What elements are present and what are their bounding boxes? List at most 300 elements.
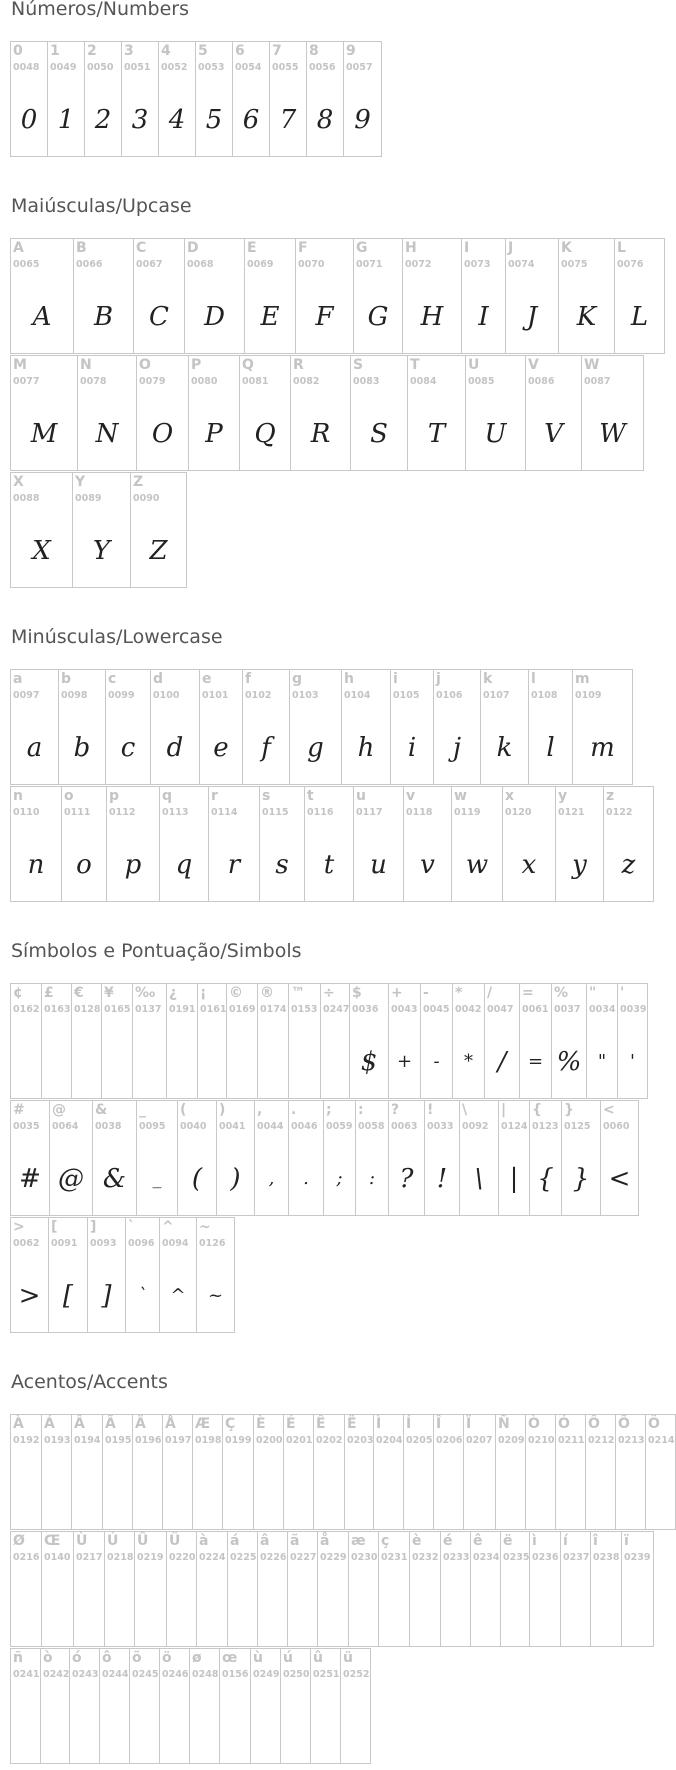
- glyph-code-label: 0194: [74, 1435, 101, 1446]
- glyph-cell: [353, 786, 404, 902]
- glyph-sample: e: [213, 733, 229, 763]
- glyph-code-label: 0082: [293, 376, 320, 387]
- glyph-sample: F: [315, 302, 334, 332]
- glyph-sample: N: [95, 419, 119, 449]
- section-title-lowercase: Minúsculas/Lowercase: [11, 626, 223, 648]
- row-accents-3: [10, 1648, 370, 1764]
- glyph-cell: [344, 1414, 374, 1530]
- glyph-char-label: õ: [132, 1650, 142, 1666]
- glyph-cell: [590, 1531, 622, 1647]
- glyph-char-label: +: [391, 985, 403, 1001]
- row-symbols-3: [10, 1217, 234, 1333]
- glyph-code-label: 0065: [13, 259, 40, 270]
- glyph-cell: [600, 1100, 639, 1216]
- glyph-sample: /: [497, 1047, 507, 1077]
- glyph-code-label: 0234: [473, 1552, 500, 1563]
- glyph-sample: B: [93, 302, 114, 332]
- glyph-cell: [320, 983, 350, 1099]
- glyph-char-label: N: [80, 357, 92, 373]
- row-upcase-3: [10, 472, 186, 588]
- glyph-code-label: 0252: [343, 1669, 370, 1680]
- glyph-char-label: .: [291, 1102, 297, 1118]
- glyph-cell: [461, 238, 506, 354]
- glyph-char-label: 8: [309, 43, 319, 59]
- glyph-code-label: 0161: [200, 1004, 227, 1015]
- glyph-char-label: 6: [235, 43, 245, 59]
- glyph-char-label: 0: [13, 43, 23, 59]
- glyph-code-label: 0207: [466, 1435, 493, 1446]
- glyph-cell: [150, 669, 200, 785]
- glyph-char-label: ~: [199, 1219, 211, 1235]
- glyph-code-label: 0096: [128, 1238, 155, 1249]
- glyph-sample: [: [62, 1281, 74, 1311]
- glyph-cell: [10, 983, 42, 1099]
- glyph-char-label: C: [136, 240, 147, 256]
- row-symbols-1: [10, 983, 647, 1099]
- glyph-sample: #: [19, 1164, 41, 1194]
- glyph-sample: ;: [336, 1168, 343, 1189]
- glyph-char-label: ç: [381, 1533, 390, 1549]
- glyph-sample: Q: [254, 419, 276, 449]
- glyph-char-label: ^: [162, 1219, 174, 1235]
- glyph-char-label: /: [487, 985, 493, 1001]
- glyph-code-label: 0122: [606, 807, 633, 818]
- glyph-cell: [306, 41, 344, 157]
- glyph-sample: 4: [168, 105, 186, 135]
- glyph-cell: [525, 1414, 556, 1530]
- glyph-cell: [555, 1414, 586, 1530]
- glyph-cell: [551, 983, 587, 1099]
- glyph-cell: [615, 1414, 646, 1530]
- glyph-cell: [242, 669, 290, 785]
- glyph-sample: ,: [268, 1168, 275, 1189]
- glyph-code-label: 0191: [169, 1004, 196, 1015]
- glyph-char-label: ÷: [323, 985, 335, 1001]
- glyph-code-label: 0077: [13, 376, 40, 387]
- glyph-char-label: 3: [124, 43, 134, 59]
- glyph-sample: m: [590, 733, 615, 763]
- glyph-cell: [555, 786, 604, 902]
- glyph-code-label: 0123: [532, 1121, 559, 1132]
- glyph-code-label: 0053: [198, 62, 225, 73]
- glyph-cell: [10, 1648, 41, 1764]
- glyph-code-label: 0116: [307, 807, 334, 818]
- glyph-cell: [132, 1414, 163, 1530]
- glyph-sample: U: [484, 419, 507, 449]
- glyph-char-label: o: [64, 788, 74, 804]
- glyph-code-label: 0106: [436, 690, 463, 701]
- glyph-sample: 0: [20, 105, 38, 135]
- glyph-char-label: ¡: [200, 985, 207, 1001]
- glyph-code-label: 0128: [74, 1004, 101, 1015]
- glyph-code-label: 0220: [169, 1552, 196, 1563]
- glyph-cell: [196, 1217, 235, 1333]
- glyph-sample: `: [138, 1285, 147, 1306]
- glyph-cell: [92, 1100, 137, 1216]
- glyph-char-label: ê: [473, 1533, 483, 1549]
- glyph-cell: [166, 1531, 197, 1647]
- glyph-char-label: Ï: [466, 1416, 472, 1432]
- glyph-code-label: 0233: [443, 1552, 470, 1563]
- glyph-char-label: _: [139, 1102, 146, 1118]
- glyph-char-label: v: [406, 788, 416, 804]
- glyph-cell: [257, 983, 289, 1099]
- glyph-cell: [409, 1531, 441, 1647]
- glyph-code-label: 0047: [487, 1004, 514, 1015]
- glyph-sample: M: [30, 419, 58, 449]
- glyph-code-label: 0092: [462, 1121, 489, 1132]
- glyph-cell: [350, 355, 408, 471]
- glyph-code-label: 0196: [135, 1435, 162, 1446]
- glyph-cell: [129, 1648, 160, 1764]
- glyph-char-label: *: [455, 985, 463, 1001]
- glyph-cell: [388, 983, 421, 1099]
- glyph-char-label: f: [245, 671, 252, 687]
- glyph-code-label: 0060: [603, 1121, 630, 1132]
- glyph-cell: [77, 355, 137, 471]
- glyph-cell: [288, 1100, 324, 1216]
- glyph-char-label: å: [320, 1533, 330, 1549]
- glyph-char-label: G: [356, 240, 368, 256]
- glyph-code-label: 0118: [406, 807, 433, 818]
- glyph-char-label: (: [180, 1102, 187, 1118]
- glyph-char-label: Q: [242, 357, 254, 373]
- glyph-char-label: Ö: [648, 1416, 660, 1432]
- glyph-code-label: 0249: [253, 1669, 280, 1680]
- glyph-code-label: 0242: [43, 1669, 70, 1680]
- glyph-code-label: 0231: [381, 1552, 408, 1563]
- glyph-cell: [125, 1217, 160, 1333]
- glyph-sample: T: [427, 419, 446, 449]
- glyph-code-label: 0100: [153, 690, 180, 701]
- glyph-cell: [621, 1531, 654, 1647]
- glyph-code-label: 0050: [87, 62, 114, 73]
- glyph-code-label: 0094: [162, 1238, 189, 1249]
- glyph-char-label: R: [293, 357, 304, 373]
- glyph-code-label: 0071: [356, 259, 383, 270]
- glyph-char-label: A: [13, 240, 24, 256]
- glyph-code-label: 0211: [558, 1435, 585, 1446]
- row-lowercase-2: [10, 786, 653, 902]
- glyph-code-label: 0251: [313, 1669, 340, 1680]
- glyph-cell: [250, 1648, 281, 1764]
- glyph-sample: *: [464, 1051, 473, 1072]
- glyph-sample: !: [436, 1164, 448, 1194]
- glyph-cell: [295, 238, 354, 354]
- glyph-code-label: 0048: [13, 62, 40, 73]
- glyph-sample: A: [32, 302, 52, 332]
- glyph-cell: [177, 1100, 217, 1216]
- glyph-cell: [617, 983, 648, 1099]
- glyph-code-label: 0197: [165, 1435, 192, 1446]
- section-title-accents: Acentos/Accents: [11, 1371, 168, 1393]
- glyph-code-label: 0193: [44, 1435, 71, 1446]
- glyph-cell: [133, 238, 185, 354]
- glyph-cell: [558, 238, 615, 354]
- glyph-code-label: 0035: [13, 1121, 40, 1132]
- glyph-cell: [403, 1414, 434, 1530]
- glyph-cell: [130, 472, 187, 588]
- glyph-char-label: |: [501, 1102, 507, 1118]
- glyph-cell: [10, 238, 74, 354]
- glyph-code-label: 0206: [436, 1435, 463, 1446]
- glyph-char-label: ": [589, 985, 597, 1001]
- glyph-sample: 7: [279, 105, 297, 135]
- glyph-cell: [340, 1648, 371, 1764]
- glyph-sample: %: [556, 1047, 582, 1077]
- glyph-sample: p: [124, 850, 142, 880]
- glyph-sample: >: [18, 1281, 41, 1311]
- glyph-char-label: Ú: [107, 1533, 119, 1549]
- glyph-cell: [87, 1217, 126, 1333]
- glyph-char-label: Ë: [347, 1416, 357, 1432]
- glyph-code-label: 0078: [80, 376, 107, 387]
- glyph-char-label: Ø: [13, 1533, 25, 1549]
- glyph-cell: [572, 669, 633, 785]
- glyph-char-label: œ: [222, 1650, 238, 1666]
- glyph-sample: =: [527, 1051, 544, 1072]
- glyph-char-label: j: [436, 671, 441, 687]
- section-title-numbers: Números/Numbers: [11, 0, 189, 20]
- glyph-code-label: 0099: [108, 690, 135, 701]
- glyph-cell: [104, 1531, 135, 1647]
- glyph-char-label: á: [230, 1533, 240, 1549]
- glyph-cell: [184, 238, 245, 354]
- glyph-cell: [41, 1414, 72, 1530]
- glyph-sample: L: [630, 302, 649, 332]
- glyph-sample: \: [474, 1164, 484, 1194]
- glyph-cell: [502, 786, 556, 902]
- glyph-cell: [71, 1414, 103, 1530]
- glyph-cell: [484, 983, 520, 1099]
- glyph-code-label: 0072: [405, 259, 432, 270]
- glyph-cell: [47, 41, 85, 157]
- glyph-cell: [10, 472, 73, 588]
- glyph-cell: [222, 1414, 254, 1530]
- glyph-char-label: ¿: [169, 985, 178, 1001]
- glyph-cell: [420, 983, 453, 1099]
- glyph-cell: [159, 1217, 197, 1333]
- glyph-sample: @: [58, 1164, 84, 1194]
- glyph-sample: V: [544, 419, 563, 449]
- glyph-cell: [407, 355, 466, 471]
- glyph-cell: [159, 1648, 190, 1764]
- glyph-char-label: Å: [165, 1416, 176, 1432]
- glyph-sample: t: [323, 850, 335, 880]
- glyph-code-label: 0117: [356, 807, 383, 818]
- glyph-code-label: 0073: [464, 259, 491, 270]
- glyph-sample: .: [303, 1168, 309, 1189]
- glyph-char-label: g: [292, 671, 303, 687]
- glyph-code-label: 0213: [618, 1435, 645, 1446]
- glyph-sample: I: [478, 302, 489, 332]
- glyph-code-label: 0109: [575, 690, 602, 701]
- glyph-sample: i: [407, 733, 417, 763]
- glyph-cell: [452, 983, 485, 1099]
- glyph-char-label: Ü: [169, 1533, 181, 1549]
- glyph-code-label: 0243: [72, 1669, 99, 1680]
- glyph-code-label: 0097: [13, 690, 40, 701]
- glyph-cell: [101, 983, 133, 1099]
- glyph-sample: 3: [131, 105, 149, 135]
- glyph-code-label: 0059: [326, 1121, 353, 1132]
- glyph-sample: j: [452, 733, 462, 763]
- row-numbers-1: [10, 41, 381, 157]
- glyph-cell: [645, 1414, 676, 1530]
- glyph-sample: 6: [242, 105, 260, 135]
- glyph-code-label: 0209: [498, 1435, 525, 1446]
- glyph-sample: |: [509, 1164, 519, 1194]
- glyph-code-label: 0088: [13, 493, 40, 504]
- glyph-code-label: 0210: [528, 1435, 555, 1446]
- glyph-code-label: 0080: [191, 376, 218, 387]
- glyph-cell: [585, 1414, 616, 1530]
- glyph-cell: [227, 1531, 258, 1647]
- glyph-char-label: ô: [102, 1650, 112, 1666]
- glyph-cell: [10, 1531, 42, 1647]
- glyph-char-label: 9: [346, 43, 356, 59]
- glyph-char-label: n: [13, 788, 23, 804]
- glyph-code-label: 0198: [195, 1435, 222, 1446]
- glyph-code-label: 0063: [391, 1121, 418, 1132]
- glyph-cell: [586, 983, 618, 1099]
- glyph-char-label: F: [298, 240, 308, 256]
- glyph-code-label: 0062: [13, 1238, 40, 1249]
- glyph-code-label: 0114: [211, 807, 238, 818]
- glyph-char-label: Z: [133, 474, 144, 490]
- glyph-cell: [323, 1100, 356, 1216]
- glyph-sample: ': [630, 1051, 635, 1072]
- glyph-code-label: 0039: [620, 1004, 647, 1015]
- glyph-char-label: Ã: [105, 1416, 116, 1432]
- glyph-char-label: ,: [257, 1102, 263, 1118]
- glyph-cell: [239, 355, 291, 471]
- glyph-code-label: 0103: [292, 690, 319, 701]
- glyph-code-label: 0140: [44, 1552, 71, 1563]
- glyph-cell: [304, 786, 354, 902]
- glyph-cell: [259, 786, 305, 902]
- glyph-char-label: y: [558, 788, 568, 804]
- glyph-sample: 8: [316, 105, 334, 135]
- glyph-cell: [134, 1531, 167, 1647]
- glyph-code-label: 0056: [309, 62, 336, 73]
- glyph-sample: r: [227, 850, 241, 880]
- section-title-upcase: Maiúsculas/Upcase: [11, 195, 192, 217]
- glyph-sample: ": [597, 1051, 607, 1072]
- glyph-cell: [132, 983, 167, 1099]
- glyph-cell: [197, 983, 227, 1099]
- glyph-char-label: 7: [272, 43, 282, 59]
- glyph-code-label: 0205: [406, 1435, 433, 1446]
- glyph-char-label: w: [454, 788, 467, 804]
- glyph-char-label: î: [593, 1533, 598, 1549]
- glyph-code-label: 0214: [648, 1435, 675, 1446]
- glyph-code-label: 0081: [242, 376, 269, 387]
- glyph-sample: z: [621, 850, 636, 880]
- glyph-code-label: 0195: [105, 1435, 132, 1446]
- glyph-code-label: 0250: [283, 1669, 310, 1680]
- glyph-cell: [433, 669, 481, 785]
- glyph-code-label: 0042: [455, 1004, 482, 1015]
- glyph-char-label: J: [508, 240, 514, 256]
- glyph-sample: P: [205, 419, 223, 449]
- glyph-char-label: =: [522, 985, 534, 1001]
- glyph-code-label: 0049: [50, 62, 77, 73]
- glyph-char-label: é: [443, 1533, 453, 1549]
- glyph-cell: [254, 1100, 289, 1216]
- glyph-char-label: !: [427, 1102, 434, 1118]
- glyph-cell: [470, 1531, 501, 1647]
- glyph-cell: [257, 1531, 288, 1647]
- glyph-code-label: 0038: [95, 1121, 122, 1132]
- glyph-char-label: e: [202, 671, 212, 687]
- glyph-code-label: 0055: [272, 62, 299, 73]
- glyph-cell: [99, 1648, 130, 1764]
- glyph-char-label: Y: [75, 474, 86, 490]
- glyph-cell: [166, 983, 198, 1099]
- glyph-char-label: ü: [343, 1650, 353, 1666]
- glyph-code-label: 0037: [554, 1004, 581, 1015]
- glyph-cell: [40, 1648, 70, 1764]
- glyph-code-label: 0091: [51, 1238, 78, 1249]
- glyph-code-label: 0201: [286, 1435, 313, 1446]
- glyph-code-label: 0236: [532, 1552, 559, 1563]
- glyph-code-label: 0247: [323, 1004, 350, 1015]
- glyph-sample: &: [102, 1164, 127, 1194]
- glyph-cell: [283, 1414, 314, 1530]
- glyph-code-label: 0244: [102, 1669, 129, 1680]
- glyph-char-label: ‰: [135, 985, 156, 1001]
- glyph-char-label: ø: [192, 1650, 202, 1666]
- glyph-sample: 5: [205, 105, 223, 135]
- glyph-code-label: 0120: [505, 807, 532, 818]
- glyph-sample: +: [396, 1051, 413, 1072]
- glyph-cell: [10, 1217, 49, 1333]
- glyph-cell: [10, 41, 48, 157]
- glyph-code-label: 0041: [219, 1121, 246, 1132]
- glyph-cell: [348, 1531, 379, 1647]
- glyph-char-label: z: [606, 788, 615, 804]
- section-title-symbols: Símbolos e Pontuação/Simbols: [11, 940, 302, 962]
- glyph-char-label: Ê: [316, 1416, 326, 1432]
- glyph-code-label: 0246: [162, 1669, 189, 1680]
- glyph-cell: [581, 355, 644, 471]
- glyph-char-label: Ò: [528, 1416, 540, 1432]
- glyph-code-label: 0239: [624, 1552, 651, 1563]
- glyph-cell: [287, 1531, 318, 1647]
- glyph-cell: [313, 1414, 345, 1530]
- glyph-code-label: 0241: [13, 1669, 40, 1680]
- glyph-char-label: ': [620, 985, 625, 1001]
- glyph-char-label: >: [13, 1219, 25, 1235]
- glyph-sample: a: [26, 733, 43, 763]
- glyph-code-label: 0229: [320, 1552, 347, 1563]
- glyph-cell: [480, 669, 529, 785]
- glyph-cell: [465, 355, 526, 471]
- glyph-char-label: ó: [72, 1650, 82, 1666]
- glyph-cell: [41, 983, 72, 1099]
- glyph-code-label: 0125: [564, 1121, 591, 1132]
- glyph-code-label: 0199: [225, 1435, 252, 1446]
- glyph-code-label: 0043: [391, 1004, 418, 1015]
- glyph-char-label: V: [528, 357, 539, 373]
- glyph-char-label: :: [358, 1102, 364, 1118]
- glyph-char-label: Î: [436, 1416, 442, 1432]
- glyph-char-label: P: [191, 357, 202, 373]
- glyph-cell: [463, 1414, 496, 1530]
- glyph-sample: y: [572, 850, 587, 880]
- glyph-char-label: Û: [137, 1533, 149, 1549]
